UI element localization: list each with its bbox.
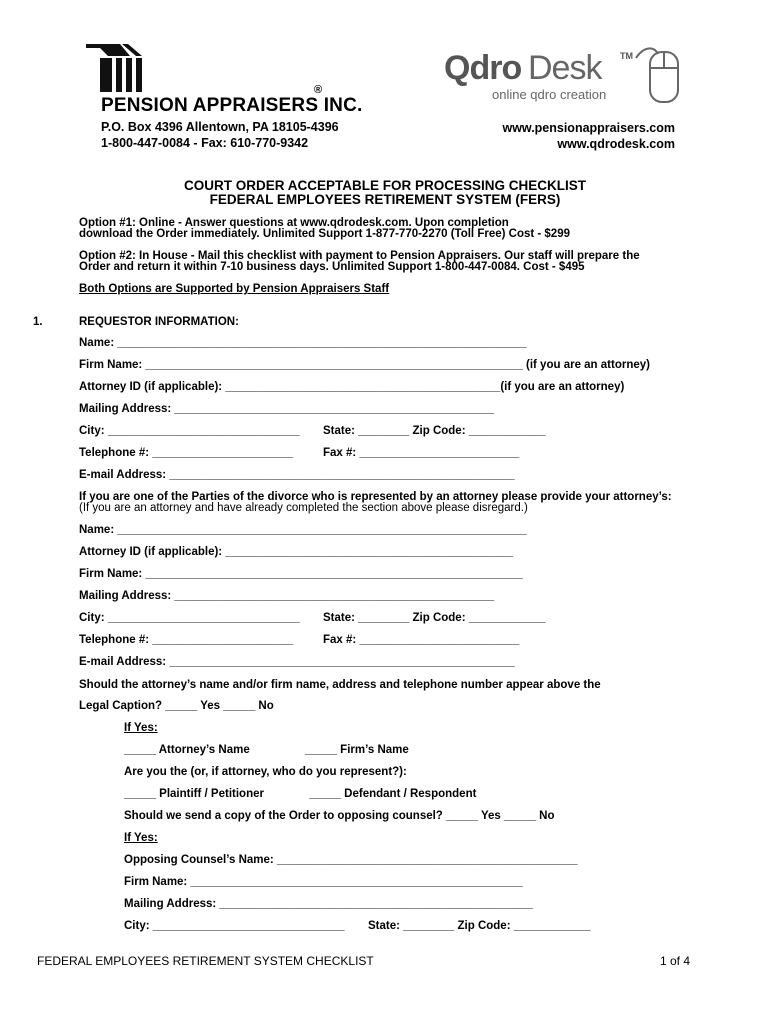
requestor-email-field[interactable]: E-mail Address: ______________________________________________________ (79, 469, 515, 481)
attorney-telephone-field[interactable]: Telephone #: ______________________ (79, 634, 293, 646)
document-title-line-2: FEDERAL EMPLOYEES RETIREMENT SYSTEM (FERS) (209, 192, 561, 207)
defendant-option[interactable]: _____ Defendant / Respondent (309, 788, 477, 800)
section-heading: REQUESTOR INFORMATION: (79, 316, 239, 328)
qdrodesk-logo-prefix: Qdro (444, 49, 522, 87)
opposing-counsel-name-field[interactable]: Opposing Counsel’s Name: _______________________________________________ (124, 854, 578, 866)
attorney-instruction: If you are one of the Parties of the divorce who is represented by an attorney please provide your attorney’s: (79, 491, 672, 503)
attorney-state-zip-field[interactable]: State: ________ Zip Code: ____________ (323, 612, 546, 624)
attorney-id-field[interactable]: Attorney ID (if applicable): _____________________________________________ (79, 546, 514, 558)
requestor-state-zip-field[interactable]: State: ________ Zip Code: ____________ (323, 425, 546, 437)
requestor-city-field[interactable]: City: ______________________________ (79, 425, 300, 437)
company-address: P.O. Box 4396 Allentown, PA 18105-4396 (101, 120, 339, 134)
both-options-note: Both Options are Supported by Pension Appraisers Staff (79, 283, 390, 295)
company-name: PENSION APPRAISERS INC. (101, 95, 363, 116)
qdrodesk-logo-suffix: Desk (528, 49, 602, 87)
requestor-attorney-id-field[interactable]: Attorney ID (if applicable): ___________________________________________(if you are an attorney) (79, 381, 625, 393)
attorney-firm-name-field[interactable]: Firm Name: ___________________________________________________________ (79, 568, 523, 580)
attorney-instruction-note: (If you are an attorney and have already completed the section above please disregard.) (79, 502, 528, 514)
requestor-name-field[interactable]: Name: ________________________________________________________________ (79, 337, 527, 349)
qdrodesk-tm: TM (620, 51, 633, 61)
registered-mark: ® (314, 84, 323, 96)
attorneys-name-option[interactable]: _____ Attorney’s Name (124, 744, 250, 756)
represent-question: Are you the (or, if attorney, who do you represent?): (124, 766, 407, 778)
attorney-mailing-address-field[interactable]: Mailing Address: __________________________________________________ (79, 590, 495, 602)
pension-appraisers-logo-mark-icon (86, 44, 148, 92)
copy-opposing-counsel-question[interactable]: Should we send a copy of the Order to opposing counsel? _____ Yes _____ No (124, 810, 555, 822)
if-yes-label-2: If Yes: (124, 832, 158, 844)
footer-title: FEDERAL EMPLOYEES RETIREMENT SYSTEM CHECKLIST (37, 954, 374, 968)
requestor-mailing-address-field[interactable]: Mailing Address: __________________________________________________ (79, 403, 495, 415)
qdrodesk-tagline: online qdro creation (492, 87, 607, 102)
option-1-line-2: download the Order immediately. Unlimited Support 1-877-770-2270 (Toll Free) Cost - $299 (79, 228, 570, 240)
qdrodesk-logo (444, 48, 694, 110)
caption-yes-no-field[interactable]: Legal Caption? _____ Yes _____ No (79, 700, 274, 712)
page-number: 1 of 4 (660, 954, 691, 968)
attorney-email-field[interactable]: E-mail Address: ______________________________________________________ (79, 656, 515, 668)
option-1-line-1: Option #1: Online - Answer questions at www.qdrodesk.com. Upon completion (79, 217, 509, 229)
website-pension-appraisers[interactable]: www.pensionappraisers.com (502, 121, 675, 135)
if-yes-label-1: If Yes: (124, 722, 158, 734)
plaintiff-option[interactable]: _____ Plaintiff / Petitioner (124, 788, 264, 800)
section-number: 1. (33, 316, 43, 328)
company-phone-fax: 1-800-447-0084 - Fax: 610-770-9342 (101, 136, 309, 150)
opposing-mailing-address-field[interactable]: Mailing Address: _________________________________________________ (124, 898, 533, 910)
opposing-city-field[interactable]: City: ______________________________ (124, 920, 345, 932)
firms-name-option[interactable]: _____ Firm’s Name (305, 744, 409, 756)
opposing-state-zip-field[interactable]: State: ________ Zip Code: ____________ (368, 920, 591, 932)
requestor-telephone-field[interactable]: Telephone #: ______________________ (79, 447, 293, 459)
option-2-line-1: Option #2: In House - Mail this checklist with payment to Pension Appraisers. Our staff will prepare the (79, 250, 640, 262)
attorney-name-field[interactable]: Name: ________________________________________________________________ (79, 524, 527, 536)
requestor-fax-field[interactable]: Fax #: _________________________ (323, 447, 520, 459)
attorney-fax-field[interactable]: Fax #: _________________________ (323, 634, 520, 646)
mouse-icon (634, 44, 682, 108)
attorney-city-field[interactable]: City: ______________________________ (79, 612, 300, 624)
caption-question: Should the attorney’s name and/or firm name, address and telephone number appear above the (79, 679, 601, 691)
option-2-line-2: Order and return it within 7-10 business days. Unlimited Support 1-800-447-0084. Cost - $495 (79, 261, 585, 273)
document-title-line-1: COURT ORDER ACCEPTABLE FOR PROCESSING CHECKLIST (183, 178, 586, 193)
opposing-firm-name-field[interactable]: Firm Name: ____________________________________________________ (124, 876, 524, 888)
website-qdrodesk[interactable]: www.qdrodesk.com (557, 137, 675, 151)
requestor-firm-name-field[interactable]: Firm Name: ___________________________________________________________ (if you are an attorney) (79, 359, 650, 371)
pension-appraisers-logo (86, 44, 148, 92)
